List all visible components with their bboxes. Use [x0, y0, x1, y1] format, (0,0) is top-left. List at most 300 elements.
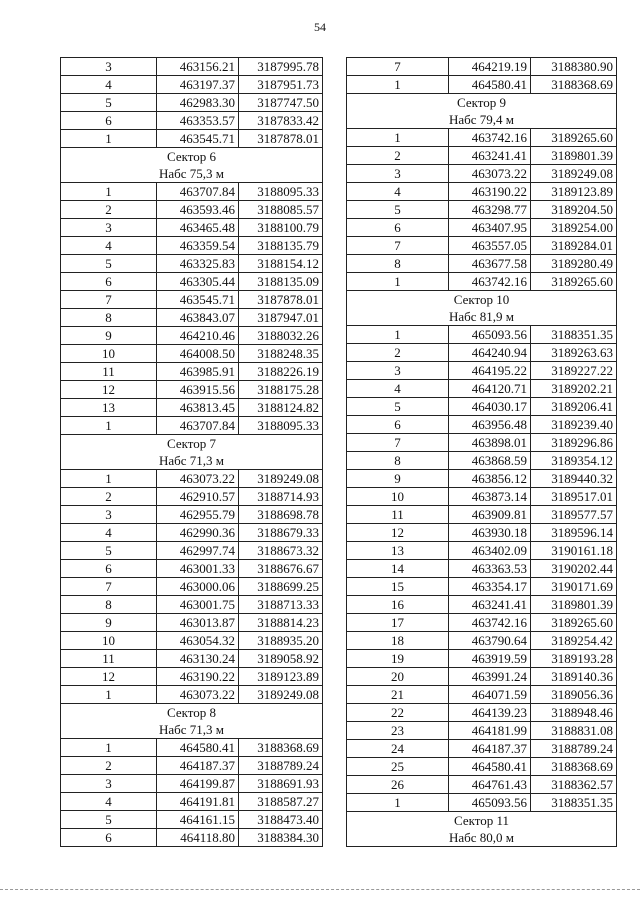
x-coordinate-cell: 462997.74 [157, 542, 239, 560]
x-coordinate-cell: 463465.48 [157, 219, 239, 237]
x-coordinate-cell: 463305.44 [157, 273, 239, 291]
point-number-cell: 1 [61, 417, 157, 435]
point-number-cell: 3 [61, 58, 157, 76]
x-coordinate-cell: 464240.94 [449, 344, 531, 362]
x-coordinate-cell: 465093.56 [449, 794, 531, 812]
x-coordinate-cell: 463325.83 [157, 255, 239, 273]
sector-height: Набс 71,3 м [61, 452, 323, 470]
table-row [347, 76, 617, 94]
table-row [347, 344, 617, 362]
point-number-cell: 5 [61, 811, 157, 829]
x-coordinate-cell: 463898.01 [449, 434, 531, 452]
point-number-cell: 2 [61, 488, 157, 506]
point-number-cell: 1 [347, 76, 449, 94]
table-row [61, 470, 323, 488]
y-coordinate-cell: 3189058.92 [239, 650, 323, 668]
table-row [347, 58, 617, 76]
y-coordinate-cell: 3189227.22 [531, 362, 617, 380]
table-row [347, 722, 617, 740]
table-row [347, 596, 617, 614]
table-row [347, 542, 617, 560]
y-coordinate-cell: 3188124.82 [239, 399, 323, 417]
sector-height-row [347, 111, 617, 129]
table-row [347, 758, 617, 776]
sector-title: Сектор 7 [61, 435, 323, 453]
x-coordinate-cell: 463919.59 [449, 650, 531, 668]
point-number-cell: 1 [347, 326, 449, 344]
y-coordinate-cell: 3188248.35 [239, 345, 323, 363]
table-row [61, 524, 323, 542]
table-row [61, 632, 323, 650]
y-coordinate-cell: 3190171.69 [531, 578, 617, 596]
y-coordinate-cell: 3187878.01 [239, 291, 323, 309]
table-row [61, 793, 323, 811]
point-number-cell: 1 [61, 686, 157, 704]
point-number-cell: 9 [347, 470, 449, 488]
y-coordinate-cell: 3187878.01 [239, 130, 323, 148]
sector-title: Сектор 9 [347, 94, 617, 112]
x-coordinate-cell: 463156.21 [157, 58, 239, 76]
table-row [347, 578, 617, 596]
y-coordinate-cell: 3188175.28 [239, 381, 323, 399]
y-coordinate-cell: 3189440.32 [531, 470, 617, 488]
y-coordinate-cell: 3189801.39 [531, 147, 617, 165]
table-row [61, 614, 323, 632]
point-number-cell: 15 [347, 578, 449, 596]
y-coordinate-cell: 3188085.57 [239, 201, 323, 219]
table-row [61, 76, 323, 94]
x-coordinate-cell: 464008.50 [157, 345, 239, 363]
point-number-cell: 13 [347, 542, 449, 560]
table-row [347, 273, 617, 291]
table-row [347, 201, 617, 219]
y-coordinate-cell: 3188673.32 [239, 542, 323, 560]
table-row [347, 362, 617, 380]
sector-height: Набс 71,3 м [61, 721, 323, 739]
table-row [347, 488, 617, 506]
y-coordinate-cell: 3189249.08 [531, 165, 617, 183]
x-coordinate-cell: 463241.41 [449, 596, 531, 614]
y-coordinate-cell: 3189254.42 [531, 632, 617, 650]
x-coordinate-cell: 464161.15 [157, 811, 239, 829]
x-coordinate-cell: 463545.71 [157, 291, 239, 309]
point-number-cell: 7 [347, 237, 449, 255]
point-number-cell: 2 [61, 201, 157, 219]
coordinates-table-left [60, 57, 323, 847]
y-coordinate-cell: 3188831.08 [531, 722, 617, 740]
point-number-cell: 3 [347, 362, 449, 380]
y-coordinate-cell: 3189280.49 [531, 255, 617, 273]
table-row [61, 94, 323, 112]
table-row [61, 829, 323, 847]
y-coordinate-cell: 3188368.69 [531, 758, 617, 776]
point-number-cell: 11 [347, 506, 449, 524]
point-number-cell: 25 [347, 758, 449, 776]
y-coordinate-cell: 3187995.78 [239, 58, 323, 76]
x-coordinate-cell: 463873.14 [449, 488, 531, 506]
table-row [347, 165, 617, 183]
x-coordinate-cell: 462990.36 [157, 524, 239, 542]
y-coordinate-cell: 3188362.57 [531, 776, 617, 794]
point-number-cell: 3 [61, 219, 157, 237]
x-coordinate-cell: 463130.24 [157, 650, 239, 668]
point-number-cell: 22 [347, 704, 449, 722]
table-row [347, 524, 617, 542]
x-coordinate-cell: 464118.80 [157, 829, 239, 847]
x-coordinate-cell: 464195.22 [449, 362, 531, 380]
y-coordinate-cell: 3187747.50 [239, 94, 323, 112]
y-coordinate-cell: 3189239.40 [531, 416, 617, 434]
x-coordinate-cell: 463593.46 [157, 201, 239, 219]
x-coordinate-cell: 463707.84 [157, 183, 239, 201]
table-row [347, 416, 617, 434]
point-number-cell: 4 [61, 76, 157, 94]
sector-height: Набс 79,4 м [347, 111, 617, 129]
sector-title: Сектор 6 [61, 148, 323, 166]
x-coordinate-cell: 463742.16 [449, 273, 531, 291]
point-number-cell: 1 [61, 130, 157, 148]
table-row [61, 183, 323, 201]
table-row [347, 147, 617, 165]
y-coordinate-cell: 3188226.19 [239, 363, 323, 381]
x-coordinate-cell: 463707.84 [157, 417, 239, 435]
y-coordinate-cell: 3189596.14 [531, 524, 617, 542]
y-coordinate-cell: 3188714.93 [239, 488, 323, 506]
point-number-cell: 11 [61, 363, 157, 381]
table-row [61, 560, 323, 578]
point-number-cell: 24 [347, 740, 449, 758]
x-coordinate-cell: 464120.71 [449, 380, 531, 398]
sector-header-row [347, 812, 617, 830]
x-coordinate-cell: 463241.41 [449, 147, 531, 165]
point-number-cell: 12 [61, 668, 157, 686]
y-coordinate-cell: 3189265.60 [531, 614, 617, 632]
x-coordinate-cell: 463190.22 [449, 183, 531, 201]
table-row [347, 740, 617, 758]
x-coordinate-cell: 464030.17 [449, 398, 531, 416]
x-coordinate-cell: 463843.07 [157, 309, 239, 327]
point-number-cell: 8 [347, 255, 449, 273]
y-coordinate-cell: 3189284.01 [531, 237, 617, 255]
point-number-cell: 2 [347, 147, 449, 165]
table-row [61, 417, 323, 435]
y-coordinate-cell: 3190161.18 [531, 542, 617, 560]
table-row [347, 632, 617, 650]
table-row [61, 686, 323, 704]
x-coordinate-cell: 465093.56 [449, 326, 531, 344]
sector-title: Сектор 8 [61, 704, 323, 722]
y-coordinate-cell: 3188691.93 [239, 775, 323, 793]
y-coordinate-cell: 3188699.25 [239, 578, 323, 596]
point-number-cell: 9 [61, 614, 157, 632]
table-row [61, 363, 323, 381]
table-row [61, 381, 323, 399]
y-coordinate-cell: 3188587.27 [239, 793, 323, 811]
y-coordinate-cell: 3189202.21 [531, 380, 617, 398]
table-row [347, 794, 617, 812]
sector-height-row [61, 721, 323, 739]
x-coordinate-cell: 463197.37 [157, 76, 239, 94]
table-row [61, 237, 323, 255]
x-coordinate-cell: 463354.17 [449, 578, 531, 596]
table-row [61, 578, 323, 596]
y-coordinate-cell: 3188368.69 [239, 739, 323, 757]
table-row [61, 273, 323, 291]
x-coordinate-cell: 463930.18 [449, 524, 531, 542]
table-row [61, 327, 323, 345]
table-row [61, 130, 323, 148]
y-coordinate-cell: 3188713.33 [239, 596, 323, 614]
table-row [347, 704, 617, 722]
point-number-cell: 10 [61, 632, 157, 650]
table-row [347, 219, 617, 237]
y-coordinate-cell: 3188032.26 [239, 327, 323, 345]
y-coordinate-cell: 3188948.46 [531, 704, 617, 722]
table-row [61, 488, 323, 506]
x-coordinate-cell: 463353.57 [157, 112, 239, 130]
point-number-cell: 11 [61, 650, 157, 668]
table-row [61, 399, 323, 417]
table-row [347, 326, 617, 344]
sector-title: Сектор 10 [347, 291, 617, 309]
table-row [347, 434, 617, 452]
point-number-cell: 3 [347, 165, 449, 183]
x-coordinate-cell: 463985.91 [157, 363, 239, 381]
table-row [347, 668, 617, 686]
point-number-cell: 7 [347, 58, 449, 76]
x-coordinate-cell: 463402.09 [449, 542, 531, 560]
x-coordinate-cell: 463856.12 [449, 470, 531, 488]
y-coordinate-cell: 3189123.89 [239, 668, 323, 686]
x-coordinate-cell: 464071.59 [449, 686, 531, 704]
y-coordinate-cell: 3188676.67 [239, 560, 323, 578]
page-number: 54 [314, 20, 326, 34]
y-coordinate-cell: 3188814.23 [239, 614, 323, 632]
x-coordinate-cell: 463073.22 [157, 686, 239, 704]
point-number-cell: 12 [347, 524, 449, 542]
point-number-cell: 8 [61, 596, 157, 614]
y-coordinate-cell: 3188135.79 [239, 237, 323, 255]
table-row [61, 112, 323, 130]
point-number-cell: 4 [61, 524, 157, 542]
sector-header-row [61, 704, 323, 722]
table-row [347, 183, 617, 201]
point-number-cell: 7 [61, 291, 157, 309]
y-coordinate-cell: 3187951.73 [239, 76, 323, 94]
x-coordinate-cell: 463742.16 [449, 614, 531, 632]
y-coordinate-cell: 3188789.24 [239, 757, 323, 775]
x-coordinate-cell: 463790.64 [449, 632, 531, 650]
x-coordinate-cell: 463363.53 [449, 560, 531, 578]
y-coordinate-cell: 3188698.78 [239, 506, 323, 524]
x-coordinate-cell: 463359.54 [157, 237, 239, 255]
point-number-cell: 5 [61, 94, 157, 112]
x-coordinate-cell: 464181.99 [449, 722, 531, 740]
x-coordinate-cell: 464580.41 [449, 758, 531, 776]
sector-header-row [61, 435, 323, 453]
point-number-cell: 10 [61, 345, 157, 363]
table-row [61, 201, 323, 219]
x-coordinate-cell: 464191.81 [157, 793, 239, 811]
table-row [61, 596, 323, 614]
y-coordinate-cell: 3189206.41 [531, 398, 617, 416]
x-coordinate-cell: 463813.45 [157, 399, 239, 417]
y-coordinate-cell: 3189265.60 [531, 273, 617, 291]
point-number-cell: 6 [61, 560, 157, 578]
point-number-cell: 8 [347, 452, 449, 470]
point-number-cell: 6 [61, 112, 157, 130]
x-coordinate-cell: 462983.30 [157, 94, 239, 112]
point-number-cell: 10 [347, 488, 449, 506]
y-coordinate-cell: 3189249.08 [239, 686, 323, 704]
y-coordinate-cell: 3189801.39 [531, 596, 617, 614]
point-number-cell: 4 [347, 183, 449, 201]
point-number-cell: 9 [61, 327, 157, 345]
point-number-cell: 18 [347, 632, 449, 650]
y-coordinate-cell: 3188351.35 [531, 794, 617, 812]
table-row [61, 739, 323, 757]
x-coordinate-cell: 463991.24 [449, 668, 531, 686]
table-row [61, 542, 323, 560]
y-coordinate-cell: 3188473.40 [239, 811, 323, 829]
y-coordinate-cell: 3189249.08 [239, 470, 323, 488]
x-coordinate-cell: 464199.87 [157, 775, 239, 793]
sector-height-row [347, 829, 617, 847]
point-number-cell: 1 [347, 129, 449, 147]
point-number-cell: 12 [61, 381, 157, 399]
x-coordinate-cell: 462910.57 [157, 488, 239, 506]
x-coordinate-cell: 464580.41 [449, 76, 531, 94]
x-coordinate-cell: 463001.33 [157, 560, 239, 578]
table-row [61, 811, 323, 829]
x-coordinate-cell: 464139.23 [449, 704, 531, 722]
y-coordinate-cell: 3189265.60 [531, 129, 617, 147]
x-coordinate-cell: 464219.19 [449, 58, 531, 76]
table-row [347, 255, 617, 273]
point-number-cell: 5 [347, 398, 449, 416]
y-coordinate-cell: 3187947.01 [239, 309, 323, 327]
point-number-cell: 3 [61, 506, 157, 524]
y-coordinate-cell: 3189254.00 [531, 219, 617, 237]
coordinates-table-right [346, 57, 617, 847]
sector-height-row [61, 452, 323, 470]
table-row [347, 380, 617, 398]
point-number-cell: 21 [347, 686, 449, 704]
x-coordinate-cell: 463956.48 [449, 416, 531, 434]
point-number-cell: 7 [61, 578, 157, 596]
x-coordinate-cell: 463073.22 [157, 470, 239, 488]
y-coordinate-cell: 3189056.36 [531, 686, 617, 704]
point-number-cell: 17 [347, 614, 449, 632]
x-coordinate-cell: 463013.87 [157, 614, 239, 632]
y-coordinate-cell: 3189263.63 [531, 344, 617, 362]
table-row [61, 291, 323, 309]
table-row [347, 776, 617, 794]
table-row [347, 237, 617, 255]
y-coordinate-cell: 3188935.20 [239, 632, 323, 650]
y-coordinate-cell: 3189204.50 [531, 201, 617, 219]
x-coordinate-cell: 463298.77 [449, 201, 531, 219]
sector-header-row [347, 94, 617, 112]
x-coordinate-cell: 463557.05 [449, 237, 531, 255]
y-coordinate-cell: 3188380.90 [531, 58, 617, 76]
y-coordinate-cell: 3189517.01 [531, 488, 617, 506]
table-row [347, 506, 617, 524]
page-bottom-rule [0, 889, 640, 890]
y-coordinate-cell: 3189354.12 [531, 452, 617, 470]
table-row [347, 686, 617, 704]
table-row [61, 345, 323, 363]
x-coordinate-cell: 464761.43 [449, 776, 531, 794]
point-number-cell: 2 [61, 757, 157, 775]
point-number-cell: 5 [61, 542, 157, 560]
sector-height-row [347, 308, 617, 326]
table-row [61, 650, 323, 668]
y-coordinate-cell: 3188135.09 [239, 273, 323, 291]
table-row [61, 668, 323, 686]
x-coordinate-cell: 464187.37 [157, 757, 239, 775]
sector-header-row [61, 148, 323, 166]
x-coordinate-cell: 463909.81 [449, 506, 531, 524]
sector-header-row [347, 291, 617, 309]
point-number-cell: 3 [61, 775, 157, 793]
point-number-cell: 1 [61, 739, 157, 757]
y-coordinate-cell: 3190202.44 [531, 560, 617, 578]
table-row [61, 309, 323, 327]
table-row [347, 398, 617, 416]
point-number-cell: 13 [61, 399, 157, 417]
x-coordinate-cell: 463001.75 [157, 596, 239, 614]
point-number-cell: 6 [347, 219, 449, 237]
table-row [347, 452, 617, 470]
x-coordinate-cell: 464187.37 [449, 740, 531, 758]
point-number-cell: 1 [347, 273, 449, 291]
x-coordinate-cell: 463054.32 [157, 632, 239, 650]
x-coordinate-cell: 463190.22 [157, 668, 239, 686]
point-number-cell: 8 [61, 309, 157, 327]
point-number-cell: 26 [347, 776, 449, 794]
point-number-cell: 19 [347, 650, 449, 668]
point-number-cell: 20 [347, 668, 449, 686]
y-coordinate-cell: 3188351.35 [531, 326, 617, 344]
table-row [61, 775, 323, 793]
x-coordinate-cell: 462955.79 [157, 506, 239, 524]
table-row [347, 560, 617, 578]
x-coordinate-cell: 463000.06 [157, 578, 239, 596]
sector-title: Сектор 11 [347, 812, 617, 830]
y-coordinate-cell: 3189123.89 [531, 183, 617, 201]
sector-height: Набс 75,3 м [61, 165, 323, 183]
y-coordinate-cell: 3188095.33 [239, 417, 323, 435]
point-number-cell: 6 [61, 273, 157, 291]
y-coordinate-cell: 3188154.12 [239, 255, 323, 273]
x-coordinate-cell: 463915.56 [157, 381, 239, 399]
sector-height: Набс 81,9 м [347, 308, 617, 326]
point-number-cell: 14 [347, 560, 449, 578]
table-row [347, 470, 617, 488]
point-number-cell: 1 [347, 794, 449, 812]
point-number-cell: 4 [61, 793, 157, 811]
point-number-cell: 5 [61, 255, 157, 273]
y-coordinate-cell: 3189296.86 [531, 434, 617, 452]
table-row [61, 506, 323, 524]
table-row [61, 757, 323, 775]
point-number-cell: 6 [347, 416, 449, 434]
x-coordinate-cell: 463677.58 [449, 255, 531, 273]
sector-height: Набс 80,0 м [347, 829, 617, 847]
y-coordinate-cell: 3188384.30 [239, 829, 323, 847]
x-coordinate-cell: 464580.41 [157, 739, 239, 757]
